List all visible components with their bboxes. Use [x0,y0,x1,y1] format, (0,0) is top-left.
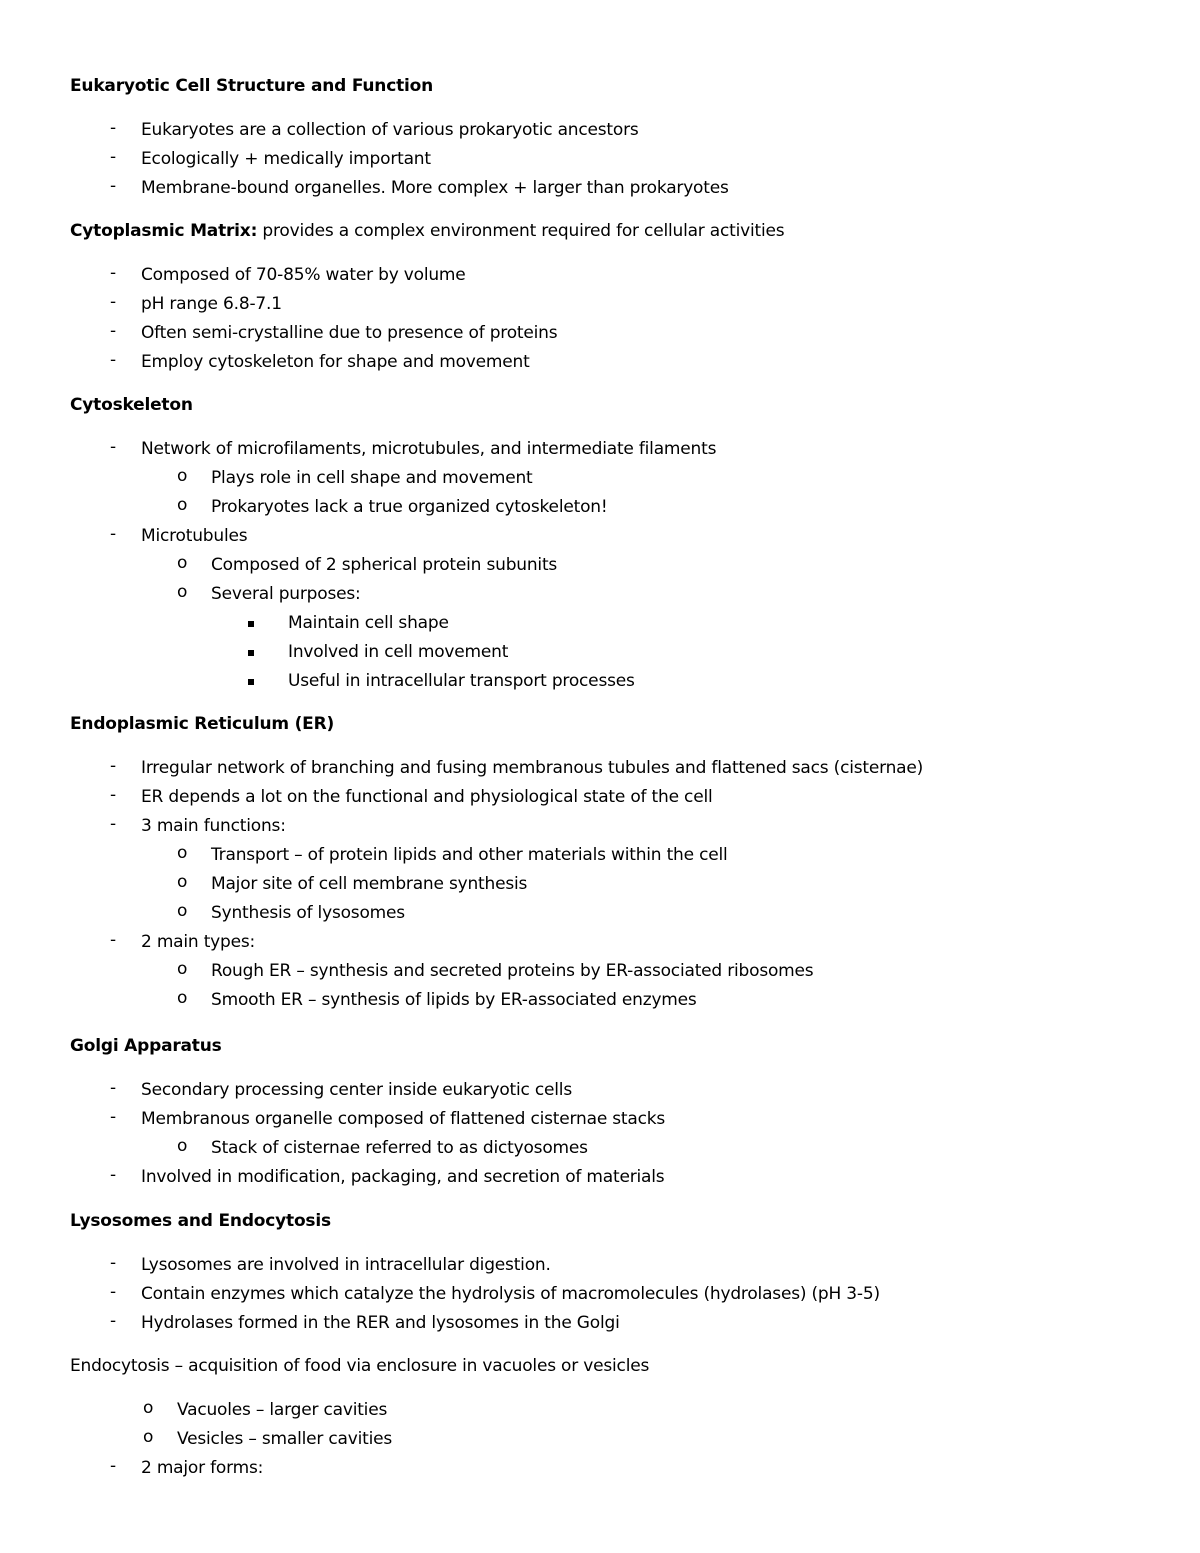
dash-bullet-icon: - [110,350,117,370]
section-heading: Endocytosis – acquisition of food via enclosure in vacuoles or vesicles [70,1356,650,1376]
dash-bullet-icon: - [110,930,117,950]
list-item: Secondary processing center inside eukaryotic cells [141,1080,572,1100]
list-item: Employ cytoskeleton for shape and movement [141,352,530,372]
list-item: Involved in cell movement [288,642,509,662]
section-heading [70,220,784,242]
list-item: Lysosomes are involved in intracellular digestion. [141,1255,551,1275]
list-item: 2 major forms: [141,1458,264,1478]
list-item: Ecologically + medically important [141,149,431,169]
dash-bullet-icon: - [110,814,117,834]
list-item: Stack of cisternae referred to as dictyosomes [211,1138,588,1158]
circle-bullet-icon: o [177,495,188,515]
circle-bullet-icon: o [177,872,188,892]
list-item: Smooth ER – synthesis of lipids by ER-associated enzymes [211,990,697,1010]
list-item: Network of microfilaments, microtubules, and intermediate filaments [141,439,717,459]
dash-bullet-icon: - [110,1282,117,1302]
list-item: Rough ER – synthesis and secreted proteins by ER-associated ribosomes [211,961,814,981]
circle-bullet-icon: o [177,988,188,1008]
list-item: Involved in modification, packaging, and secretion of materials [141,1167,665,1187]
list-item: Transport – of protein lipids and other materials within the cell [211,845,728,865]
dash-bullet-icon: - [110,785,117,805]
list-item: Maintain cell shape [288,613,449,633]
dash-bullet-icon: - [110,756,117,776]
dash-bullet-icon: - [110,524,117,544]
square-bullet-icon [248,679,254,685]
dash-bullet-icon: - [110,321,117,341]
list-item: pH range 6.8-7.1 [141,294,282,314]
dash-bullet-icon: - [110,1165,117,1185]
circle-bullet-icon: o [177,843,188,863]
list-item: Eukaryotes are a collection of various prokaryotic ancestors [141,120,639,140]
dash-bullet-icon: - [110,1253,117,1273]
list-item: Composed of 2 spherical protein subunits [211,555,558,575]
list-item: 3 main functions: [141,816,286,836]
list-item: Hydrolases formed in the RER and lysosomes in the Golgi [141,1313,620,1333]
circle-bullet-icon: o [143,1427,154,1447]
list-item: Vesicles – smaller cavities [177,1429,393,1449]
section-heading: Cytoskeleton [70,395,193,415]
list-item: Synthesis of lysosomes [211,903,405,923]
dash-bullet-icon: - [110,147,117,167]
section-heading: Lysosomes and Endocytosis [70,1211,331,1231]
list-item: Plays role in cell shape and movement [211,468,533,488]
square-bullet-icon [248,650,254,656]
dash-bullet-icon: - [110,437,117,457]
circle-bullet-icon: o [177,1136,188,1156]
section-heading: Golgi Apparatus [70,1036,222,1056]
circle-bullet-icon: o [177,553,188,573]
circle-bullet-icon: o [177,582,188,602]
dash-bullet-icon: - [110,1107,117,1127]
dash-bullet-icon: - [110,1311,117,1331]
dash-bullet-icon: - [110,176,117,196]
section-heading: Eukaryotic Cell Structure and Function [70,76,434,96]
dash-bullet-icon: - [110,118,117,138]
list-item: ER depends a lot on the functional and physiological state of the cell [141,787,713,807]
circle-bullet-icon: o [143,1398,154,1418]
section-heading-description: provides a complex environment required for cellular activities [257,221,785,241]
dash-bullet-icon: - [110,263,117,283]
list-item: Irregular network of branching and fusing membranous tubules and flattened sacs (cisternae) [141,758,924,778]
list-item: Vacuoles – larger cavities [177,1400,388,1420]
circle-bullet-icon: o [177,959,188,979]
list-item: Composed of 70-85% water by volume [141,265,466,285]
circle-bullet-icon: o [177,466,188,486]
circle-bullet-icon: o [177,901,188,921]
list-item: Microtubules [141,526,248,546]
list-item: Membranous organelle composed of flattened cisternae stacks [141,1109,666,1129]
list-item: Membrane-bound organelles. More complex + larger than prokaryotes [141,178,729,198]
list-item: Often semi-crystalline due to presence of proteins [141,323,558,343]
list-item: 2 main types: [141,932,256,952]
dash-bullet-icon: - [110,1456,117,1476]
section-heading-label: Cytoplasmic Matrix: [70,221,258,241]
list-item: Several purposes: [211,584,361,604]
list-item: Useful in intracellular transport processes [288,671,635,691]
section-heading: Endoplasmic Reticulum (ER) [70,714,335,734]
list-item: Contain enzymes which catalyze the hydrolysis of macromolecules (hydrolases) (pH 3-5) [141,1284,880,1304]
list-item: Prokaryotes lack a true organized cytoskeleton! [211,497,608,517]
dash-bullet-icon: - [110,1078,117,1098]
dash-bullet-icon: - [110,292,117,312]
list-item: Major site of cell membrane synthesis [211,874,528,894]
square-bullet-icon [248,621,254,627]
